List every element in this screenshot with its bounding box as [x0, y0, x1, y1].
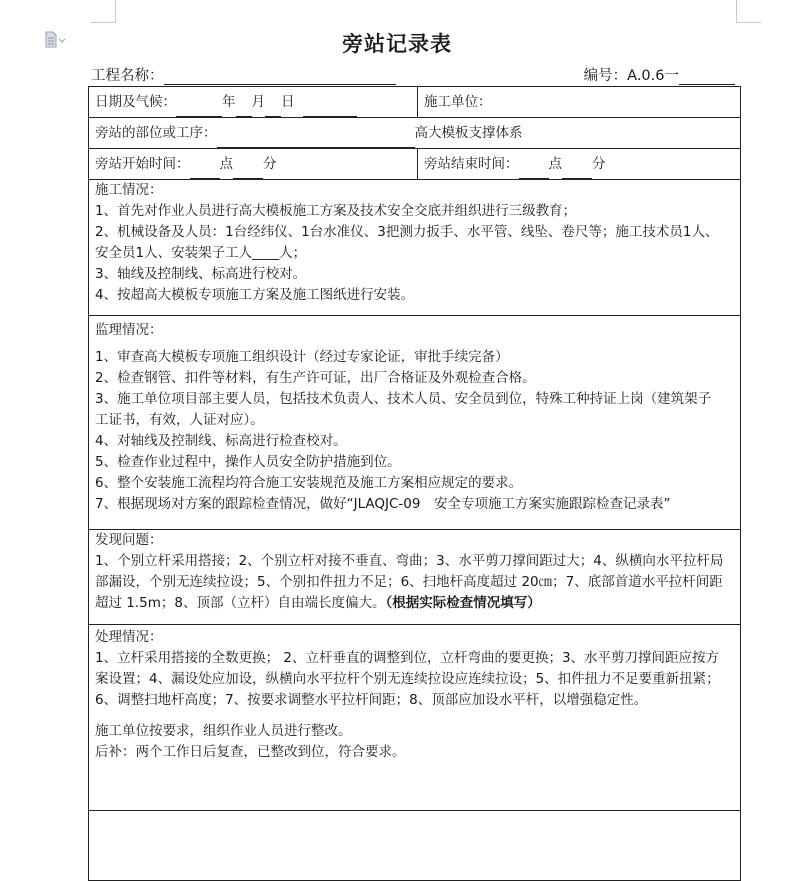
- page-corner-mark-left: [91, 0, 116, 23]
- end-time-cell: [418, 149, 741, 180]
- part-process-value: 高大模板支撑体系: [414, 125, 523, 141]
- construction-section: [89, 180, 741, 316]
- start-minute-blank: [233, 162, 263, 179]
- year-label: 年: [222, 94, 236, 110]
- document-number-field: [584, 64, 735, 85]
- record-form-table: [88, 86, 741, 881]
- end-hour-blank: [519, 162, 549, 179]
- problems-heading: 发现问题：: [95, 532, 163, 548]
- start-minute-unit: 分: [263, 156, 277, 172]
- construction-item: 1、首先对作业人员进行高大模板施工方案及技术安全交底并组织进行三级教育；: [95, 203, 577, 219]
- part-process-label: 旁站的部位或工序：: [95, 125, 217, 141]
- handling-section: [89, 625, 741, 811]
- document-number-blank: [679, 68, 735, 85]
- part-process-blank: [217, 131, 415, 148]
- construction-item: 2、机械设备及人员：1台经纬仪、1台水准仪、3把测力扳手、水平管、线坠、卷尺等；施工技术员1人、: [95, 224, 719, 240]
- page-corner-mark-right: [736, 0, 761, 23]
- supervision-item: 5、检查作业过程中，操作人员安全防护措施到位。: [95, 454, 401, 470]
- problems-line: 1、个别立杆采用搭接；2、个别立杆对接不垂直、弯曲；3、水平剪刀撑间距过大；4、纵横向水平拉杆局: [95, 553, 724, 569]
- handling-followup: 施工单位按要求，组织作业人员进行整改。: [95, 723, 352, 739]
- end-minute-blank: [562, 162, 592, 179]
- end-time-label: 旁站结束时间：: [424, 156, 519, 172]
- supervision-heading: 监理情况：: [95, 322, 163, 338]
- handling-line: 1、立杆采用搭接的全数更换； 2、立杆垂直的调整到位，立杆弯曲的要更换；3、水平剪刀撑间距应按方: [95, 650, 720, 666]
- supervision-section: [89, 316, 741, 530]
- handling-line: 案设置；4、漏设处应加设，纵横向水平拉杆个别无连续拉设应连续拉设；5、扣件扭力不足要重新扭紧；: [95, 671, 720, 687]
- handling-followup: 后补：两个工作日后复查，已整改到位，符合要求。: [95, 744, 406, 760]
- day-label: 日: [281, 94, 295, 110]
- date-weather-label: 日期及气候：: [95, 94, 176, 110]
- supervision-item: 6、整个安装施工流程均符合施工安装规范及施工方案相应规定的要求。: [95, 475, 523, 491]
- end-hour-unit: 点: [548, 156, 562, 172]
- page-title: 旁站记录表: [342, 31, 452, 56]
- blank-signature-cell: [89, 811, 741, 881]
- construction-unit-label: 施工单位：: [424, 94, 492, 110]
- problems-note: （根据实际检查情况填写）: [385, 595, 541, 611]
- start-hour-unit: 点: [219, 156, 233, 172]
- problems-line: 部漏设，个别无连续拉设；5、个别扣件扭力不足；6、扫地杆高度超过 20㎝；7、底部首道水平拉杆间距: [95, 574, 723, 590]
- construction-heading: 施工情况：: [95, 182, 163, 198]
- construction-item: 3、轴线及控制线、标高进行校对。: [95, 266, 307, 282]
- problems-section: [89, 530, 741, 625]
- weather-blank: [303, 100, 357, 117]
- project-name-field: [91, 64, 396, 85]
- handling-line: 6、调整扫地杆高度；7、按要求调整水平拉杆间距；8、顶部应加设水平杆，以增强稳定性。: [95, 692, 648, 708]
- month-label: 月: [251, 94, 265, 110]
- project-name-label: 工程名称：: [91, 68, 164, 84]
- start-time-cell: [89, 149, 418, 180]
- problems-line: 超过 1.5m；8、顶部（立杆）自由端长度偏大。: [95, 595, 386, 611]
- end-minute-unit: 分: [592, 156, 606, 172]
- supervision-item: 2、检查钢管、扣件等材料，有生产许可证，出厂合格证及外观检查合格。: [95, 370, 536, 386]
- supervision-item: 7、根据现场对方案的跟踪检查情况，做好“JLAQJC-09 安全专项施工方案实施跟踪检查记录表”: [95, 496, 671, 512]
- part-process-cell: [89, 118, 741, 149]
- construction-unit-cell: [418, 87, 741, 118]
- supervision-item: 工证书，有效，人证对应）。: [95, 412, 264, 428]
- start-hour-blank: [190, 162, 220, 179]
- document-header: [91, 64, 741, 86]
- supervision-item: 1、审查高大模板专项施工组织设计（经过专家论证，审批手续完备）: [95, 349, 509, 365]
- month-blank: [236, 100, 252, 117]
- start-time-label: 旁站开始时间：: [95, 156, 190, 172]
- handling-heading: 处理情况：: [95, 629, 163, 645]
- supervision-item: 4、对轴线及控制线、标高进行检查校对。: [95, 433, 347, 449]
- project-name-blank: [164, 68, 396, 85]
- document-number-label: 编号：A.0.6一: [583, 68, 679, 84]
- supervision-item: 3、施工单位项目部主要人员，包括技术负责人、技术人员、安全员到位，特殊工种持证上岗（建筑架子: [95, 391, 712, 407]
- construction-item: 安全员1人、安装架子工人____人；: [95, 245, 307, 261]
- date-weather-cell: [89, 87, 418, 118]
- year-blank: [176, 100, 222, 117]
- construction-item: 4、按超高大模板专项施工方案及施工图纸进行安装。: [95, 287, 415, 303]
- day-blank: [265, 100, 281, 117]
